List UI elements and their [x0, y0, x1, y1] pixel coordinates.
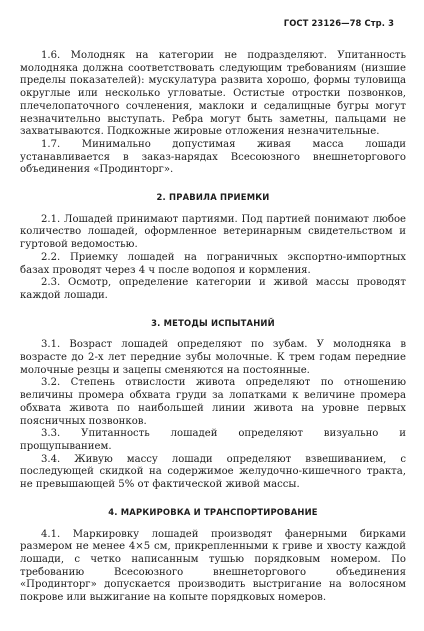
paragraph-3-1: 3.1. Возраст лошадей определяют по зубам. У молодняка в возрасте до 2-х лет передние зубы молочные. К трем годам передние молочные резцы и зацепы сменяются на постоянные. — [20, 339, 406, 376]
paragraph-3-3: 3.3. Упитанность лошадей определяют визуально и прощупыванием. — [20, 428, 406, 452]
paragraph-3-2: 3.2. Степень отвислости живота определяют по отношению величины промера обхвата груди за лопатками к величине промера обхвата живота по наибольшей линии живота на уровне первых поясничных позвонков. — [20, 377, 406, 427]
section-title-marking-transport: 4. МАРКИРОВКА И ТРАНСПОРТИРОВАНИЕ — [108, 506, 318, 517]
document-body — [20, 50, 406, 605]
paragraph-2-2: 2.2. Приемку лошадей на пограничных экспортно-импортных базах проводят через 4 ч после водопоя и кормления. — [20, 251, 406, 276]
paragraph-4-1: 4.1. Маркировку лошадей производят фанерными бирками размером не менее 4×5 см, прикрепленными к гриве и хвосту каждой лошади, с четко написанным тушью порядковым номером. По требованию Всесоюзного внешнеторгового объединения «Продинторг» допускается производить выстригание на волосяном покрове или выжигание на копыте порядковых номеров. — [20, 528, 406, 604]
page-header: ГОСТ 23126—78 Стр. 3 — [283, 18, 394, 28]
paragraph-1-6: 1.6. Молодняк на категории не подразделяют. Упитанность молодняка должна соответствовать следующим требованиям (низшие пределы показателей): мускулатура развита хорошо, формы туловища округлые или несколько угловатые. Остистые отростки позвонков, плечелопаточного сочленения, маклоки и седалищные бугры могут незначительно выступать. Ребра могут быть заметны, пальцами не захватываются. Подкожные жировые отложения незначительные. — [20, 50, 406, 138]
paragraph-2-1: 2.1. Лошадей принимают партиями. Под партией понимают любое количество лошадей, оформленное ветеринарным свидетельством и гуртовой ведомостью. — [20, 213, 406, 251]
section-title-acceptance-rules: 2. ПРАВИЛА ПРИЕМКИ — [156, 192, 270, 203]
paragraph-3-4: 3.4. Живую массу лошади определяют взвешиванием, с последующей скидкой на содержимое желудочно-кишечного тракта, не превышающей 5% от фактической живой массы. — [20, 453, 406, 491]
paragraph-2-3: 2.3. Осмотр, определение категории и живой массы проводят каждой лошади. — [20, 277, 406, 301]
paragraph-1-7: 1.7. Минимально допустимая живая масса лошади устанавливается в заказ-нарядах Всесоюзного внешнеторгового объединения «Продинторг». — [20, 138, 406, 176]
section-title-test-methods: 3. МЕТОДЫ ИСПЫТАНИЙ — [151, 317, 275, 328]
